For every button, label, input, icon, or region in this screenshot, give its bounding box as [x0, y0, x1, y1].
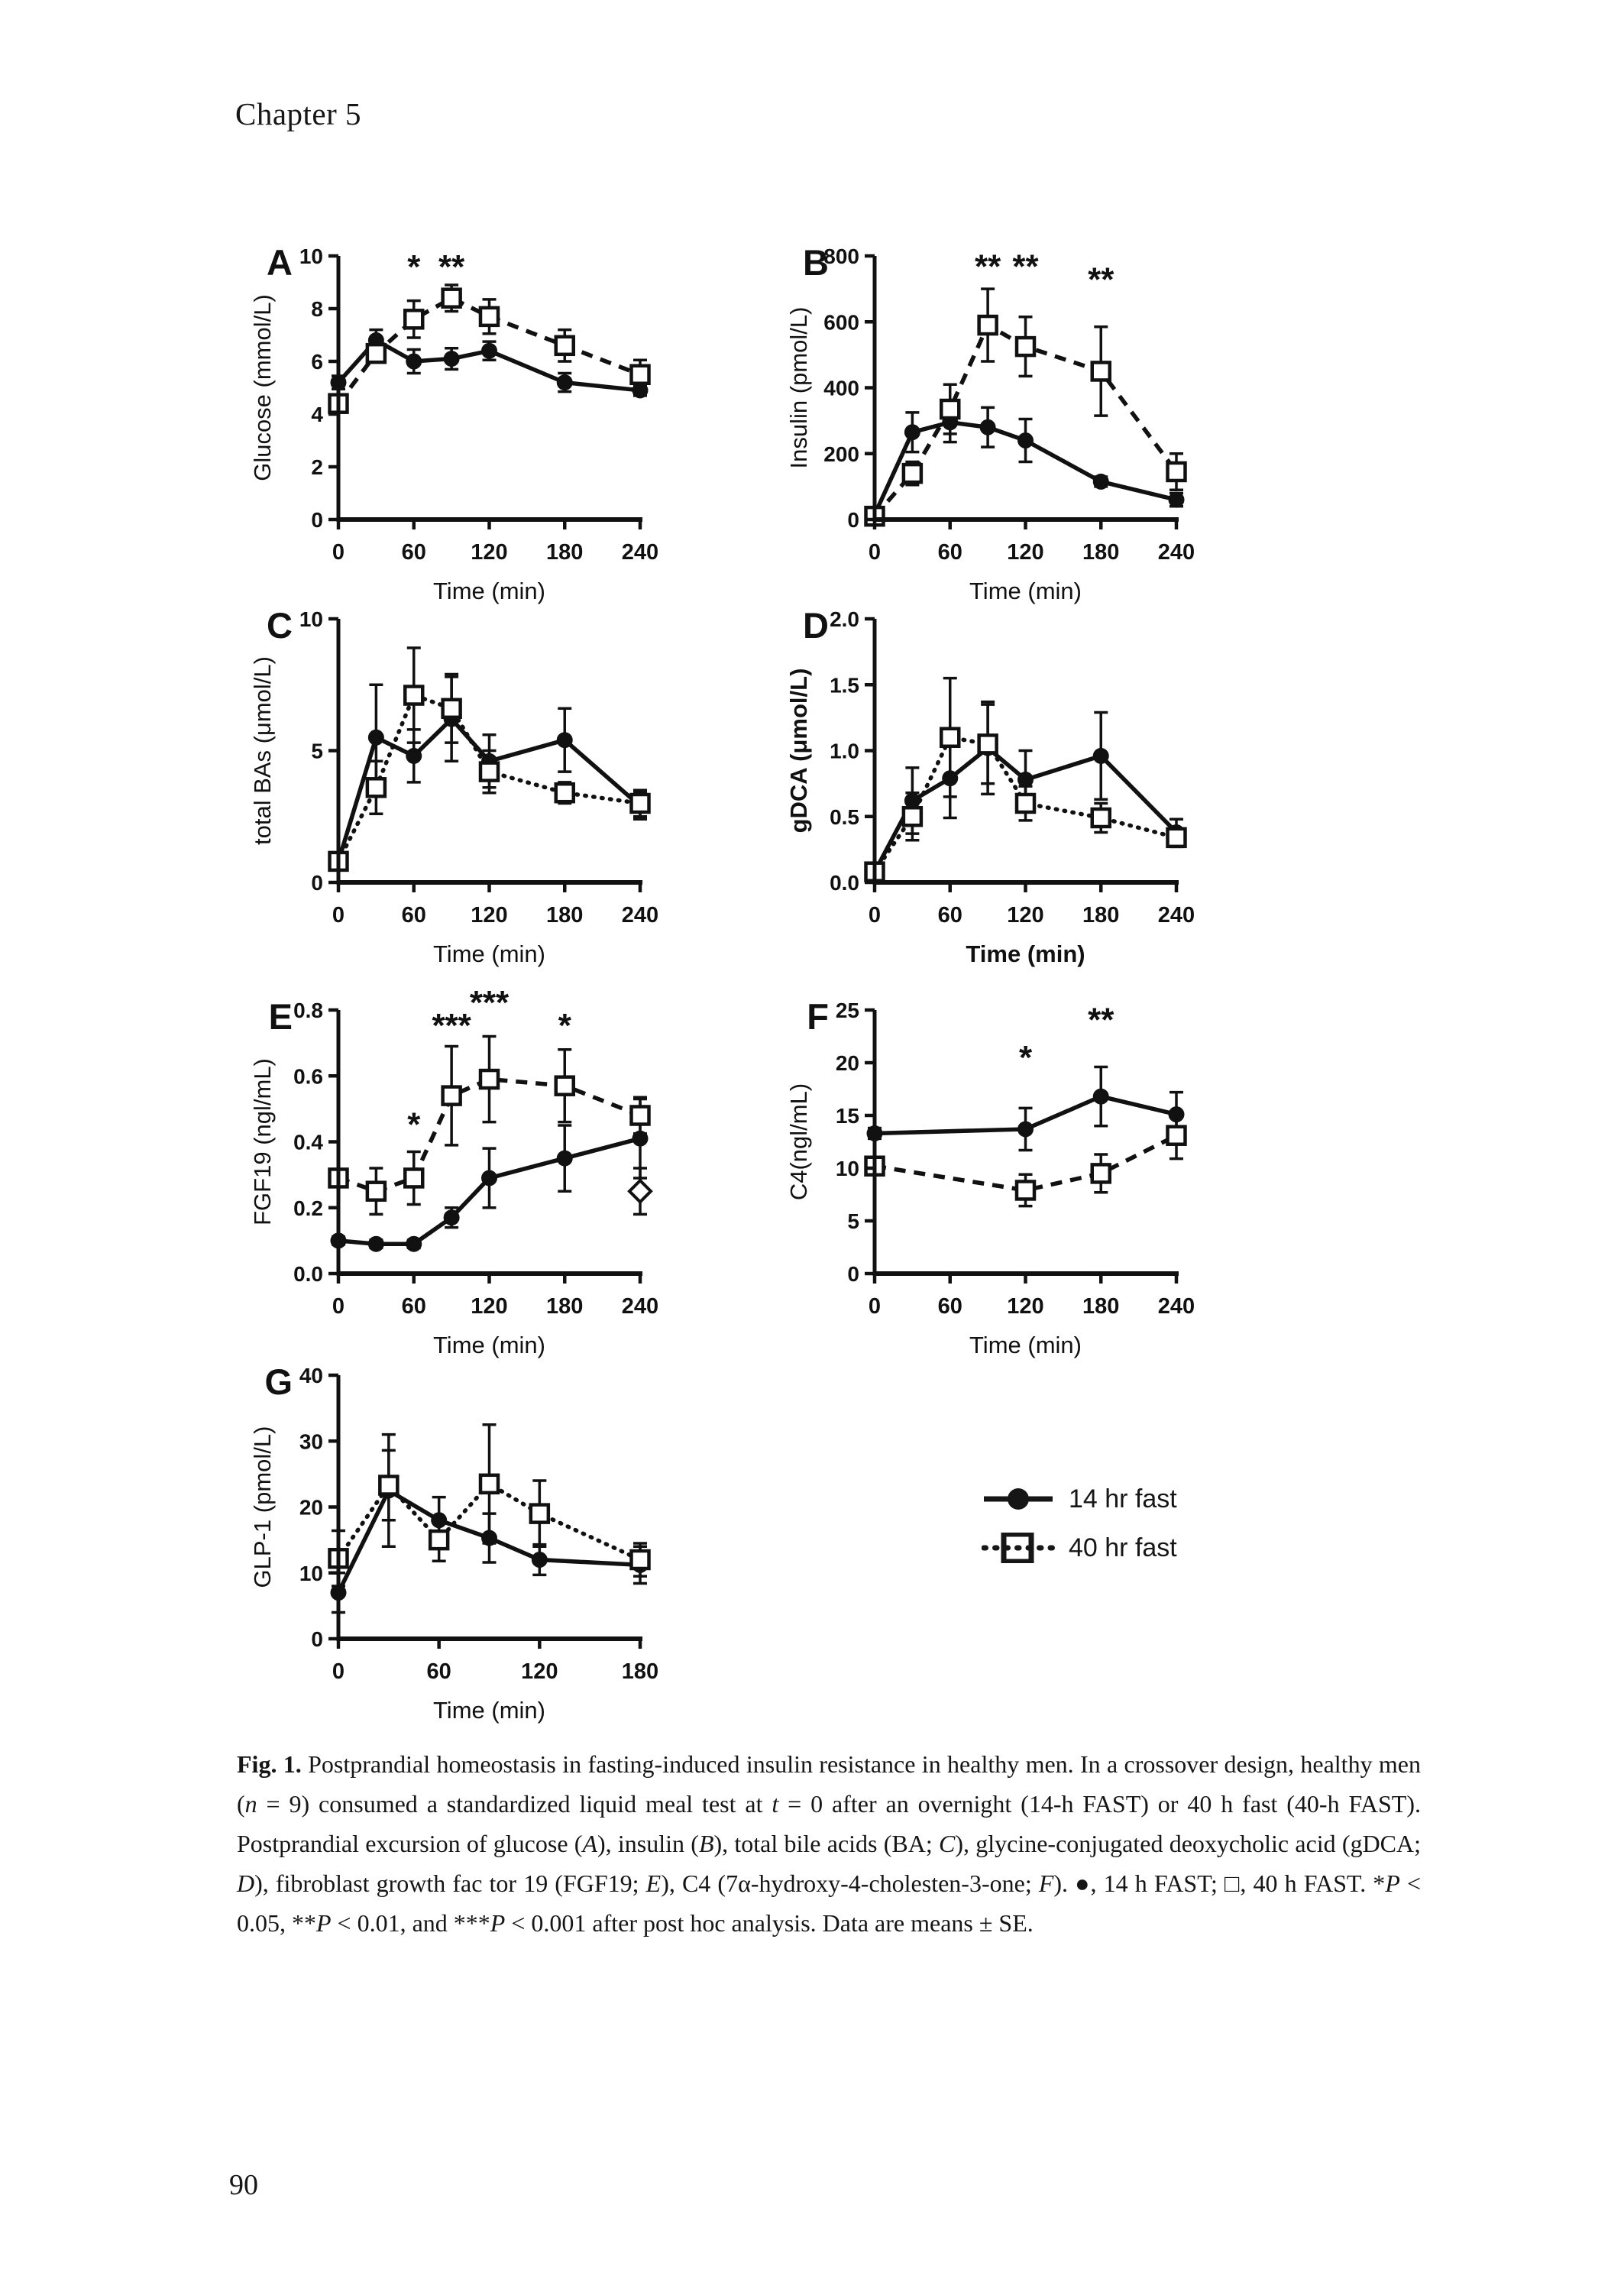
- svg-text:**: **: [975, 248, 1001, 286]
- panel-D-gdca-chart: [787, 592, 1329, 974]
- svg-text:60: 60: [426, 1659, 451, 1684]
- panel-C-total-bas-chart: [251, 592, 793, 974]
- svg-text:5: 5: [311, 739, 323, 763]
- chapter-header: Chapter 5: [235, 96, 362, 131]
- svg-text:B: B: [803, 242, 829, 283]
- svg-text:C4(ngl/mL): C4(ngl/mL): [787, 1083, 812, 1201]
- svg-text:**: **: [438, 248, 465, 286]
- svg-text:15: 15: [835, 1104, 859, 1128]
- svg-text:10: 10: [299, 244, 323, 268]
- svg-text:2: 2: [311, 455, 323, 479]
- svg-text:1.5: 1.5: [830, 673, 859, 698]
- svg-text:total BAs (μmol/L): total BAs (μmol/L): [251, 656, 276, 845]
- svg-text:0: 0: [311, 1627, 323, 1651]
- filled-circle-icon: [982, 1484, 1055, 1514]
- svg-text:40: 40: [299, 1364, 323, 1387]
- svg-text:240: 240: [1157, 903, 1195, 927]
- svg-text:**: **: [1088, 1001, 1114, 1039]
- svg-text:240: 240: [1157, 1294, 1195, 1319]
- svg-text:**: **: [1012, 248, 1039, 286]
- chart-svg-G: [251, 1348, 793, 1730]
- svg-text:20: 20: [299, 1495, 323, 1520]
- legend-label-14hr: 14 hr fast: [1069, 1484, 1177, 1513]
- svg-text:C: C: [267, 605, 293, 646]
- svg-text:*: *: [407, 248, 421, 286]
- svg-text:Time (min): Time (min): [433, 578, 545, 604]
- svg-text:240: 240: [621, 903, 659, 927]
- svg-text:400: 400: [823, 376, 859, 400]
- svg-text:0: 0: [868, 903, 882, 927]
- svg-text:**: **: [1088, 261, 1114, 299]
- svg-text:240: 240: [1157, 540, 1195, 565]
- panel-F-c4-chart: [787, 983, 1329, 1365]
- svg-text:0.4: 0.4: [293, 1130, 323, 1154]
- svg-text:0: 0: [332, 1659, 345, 1684]
- svg-text:FGF19 (ngl/mL): FGF19 (ngl/mL): [251, 1058, 276, 1225]
- svg-text:*: *: [1018, 1039, 1033, 1077]
- chart-svg-B: [787, 229, 1329, 611]
- svg-text:120: 120: [471, 540, 508, 565]
- svg-text:180: 180: [1082, 1294, 1120, 1319]
- svg-text:Glucose (mmol/L): Glucose (mmol/L): [251, 294, 276, 481]
- figure-legend: [982, 1484, 1177, 1563]
- svg-text:180: 180: [1082, 903, 1120, 927]
- chart-svg-F: [787, 983, 1329, 1365]
- svg-text:60: 60: [401, 540, 426, 565]
- svg-text:600: 600: [823, 310, 859, 335]
- svg-text:25: 25: [835, 999, 859, 1022]
- svg-text:0.6: 0.6: [293, 1064, 323, 1089]
- svg-text:0.8: 0.8: [293, 999, 323, 1022]
- svg-text:180: 180: [621, 1659, 659, 1684]
- svg-text:***: ***: [469, 983, 510, 1021]
- svg-text:E: E: [268, 996, 293, 1037]
- open-square-icon: [982, 1533, 1055, 1563]
- svg-text:8: 8: [311, 297, 323, 321]
- svg-text:10: 10: [835, 1157, 859, 1180]
- svg-text:1.0: 1.0: [830, 739, 859, 763]
- svg-text:gDCA (μmol/L): gDCA (μmol/L): [787, 668, 812, 834]
- chart-svg-D: [787, 592, 1329, 974]
- svg-text:GLP-1 (pmol/L): GLP-1 (pmol/L): [251, 1426, 276, 1588]
- svg-text:***: ***: [432, 1006, 471, 1044]
- svg-text:200: 200: [823, 442, 859, 466]
- panel-E-fgf19-chart: [251, 983, 793, 1365]
- svg-text:0: 0: [847, 508, 859, 532]
- svg-text:Time (min): Time (min): [433, 1332, 545, 1358]
- svg-text:0: 0: [847, 1262, 859, 1286]
- svg-text:Time (min): Time (min): [433, 940, 545, 967]
- legend-label-40hr: 40 hr fast: [1069, 1533, 1177, 1562]
- figure-caption: Fig. 1. Postprandial homeostasis in fasting-induced insulin resistance in healthy men. In a crossover design, healthy men (n = 9) consumed a standardized liquid meal test at t = 0 after an overnight (14-h FAST) or 40 h fast (40-h FAST). Postprandial excursion of glucose (A), insulin (B), total bile acids (BA; C), glycine-conjugated deoxycholic acid (gDCA; D), fibroblast growth fac tor 19 (FGF19; E), C4 (7α-hydroxy-4-cholesten-3-one; F). ●, 14 h FAST; □, 40 h FAST. *P < 0.05, **P < 0.01, and ***P < 0.001 after post hoc analysis. Data are means ± SE.: [237, 1750, 1422, 1937]
- svg-text:0.5: 0.5: [830, 804, 859, 829]
- svg-text:0: 0: [311, 508, 323, 532]
- svg-text:0.2: 0.2: [293, 1196, 323, 1220]
- svg-text:60: 60: [937, 903, 962, 927]
- svg-text:0: 0: [332, 540, 345, 565]
- svg-text:120: 120: [471, 1294, 508, 1319]
- svg-text:120: 120: [1007, 903, 1044, 927]
- svg-text:F: F: [807, 996, 829, 1037]
- svg-text:120: 120: [471, 903, 508, 927]
- panel-B-insulin-chart: [787, 229, 1329, 611]
- panel-G-glp1-chart: [251, 1348, 793, 1730]
- legend-item-40hr-fast: [982, 1533, 1177, 1563]
- svg-text:0: 0: [332, 1294, 345, 1319]
- svg-text:120: 120: [521, 1659, 558, 1684]
- svg-text:120: 120: [1007, 1294, 1044, 1319]
- svg-text:240: 240: [621, 1294, 659, 1319]
- svg-text:60: 60: [401, 1294, 426, 1319]
- svg-text:6: 6: [311, 350, 323, 374]
- page-number: 90: [229, 2169, 258, 2201]
- svg-text:G: G: [264, 1361, 293, 1402]
- svg-text:800: 800: [823, 244, 859, 268]
- panel-A-glucose-chart: [251, 229, 793, 611]
- svg-text:0: 0: [311, 871, 323, 895]
- svg-text:20: 20: [835, 1051, 859, 1075]
- svg-text:Insulin (pmol/L): Insulin (pmol/L): [787, 306, 812, 469]
- svg-text:180: 180: [546, 1294, 584, 1319]
- svg-text:*: *: [407, 1106, 421, 1144]
- svg-text:60: 60: [401, 903, 426, 927]
- svg-text:30: 30: [299, 1429, 323, 1454]
- chart-svg-A: [251, 229, 793, 611]
- svg-text:10: 10: [299, 1561, 323, 1585]
- svg-text:0: 0: [868, 1294, 882, 1319]
- svg-text:60: 60: [937, 540, 962, 565]
- svg-text:5: 5: [847, 1209, 859, 1233]
- svg-text:0: 0: [332, 903, 345, 927]
- svg-text:Time (min): Time (min): [969, 578, 1082, 604]
- svg-text:0.0: 0.0: [293, 1262, 323, 1286]
- svg-text:Time (min): Time (min): [433, 1697, 545, 1724]
- chart-svg-C: [251, 592, 793, 974]
- svg-text:4: 4: [311, 403, 323, 426]
- svg-text:*: *: [558, 1006, 571, 1044]
- svg-text:D: D: [803, 605, 829, 646]
- svg-text:0: 0: [868, 540, 882, 565]
- svg-text:0.0: 0.0: [830, 871, 859, 895]
- chart-svg-E: [251, 983, 793, 1365]
- svg-text:180: 180: [546, 540, 584, 565]
- legend-item-14hr-fast: [982, 1484, 1177, 1514]
- svg-text:180: 180: [1082, 540, 1120, 565]
- svg-text:A: A: [267, 242, 293, 283]
- svg-text:240: 240: [621, 540, 659, 565]
- svg-text:120: 120: [1007, 540, 1044, 565]
- svg-text:180: 180: [546, 903, 584, 927]
- svg-text:Time (min): Time (min): [969, 1332, 1082, 1358]
- svg-text:10: 10: [299, 607, 323, 631]
- svg-text:60: 60: [937, 1294, 962, 1319]
- svg-text:2.0: 2.0: [830, 607, 859, 631]
- svg-text:Time (min): Time (min): [966, 940, 1085, 967]
